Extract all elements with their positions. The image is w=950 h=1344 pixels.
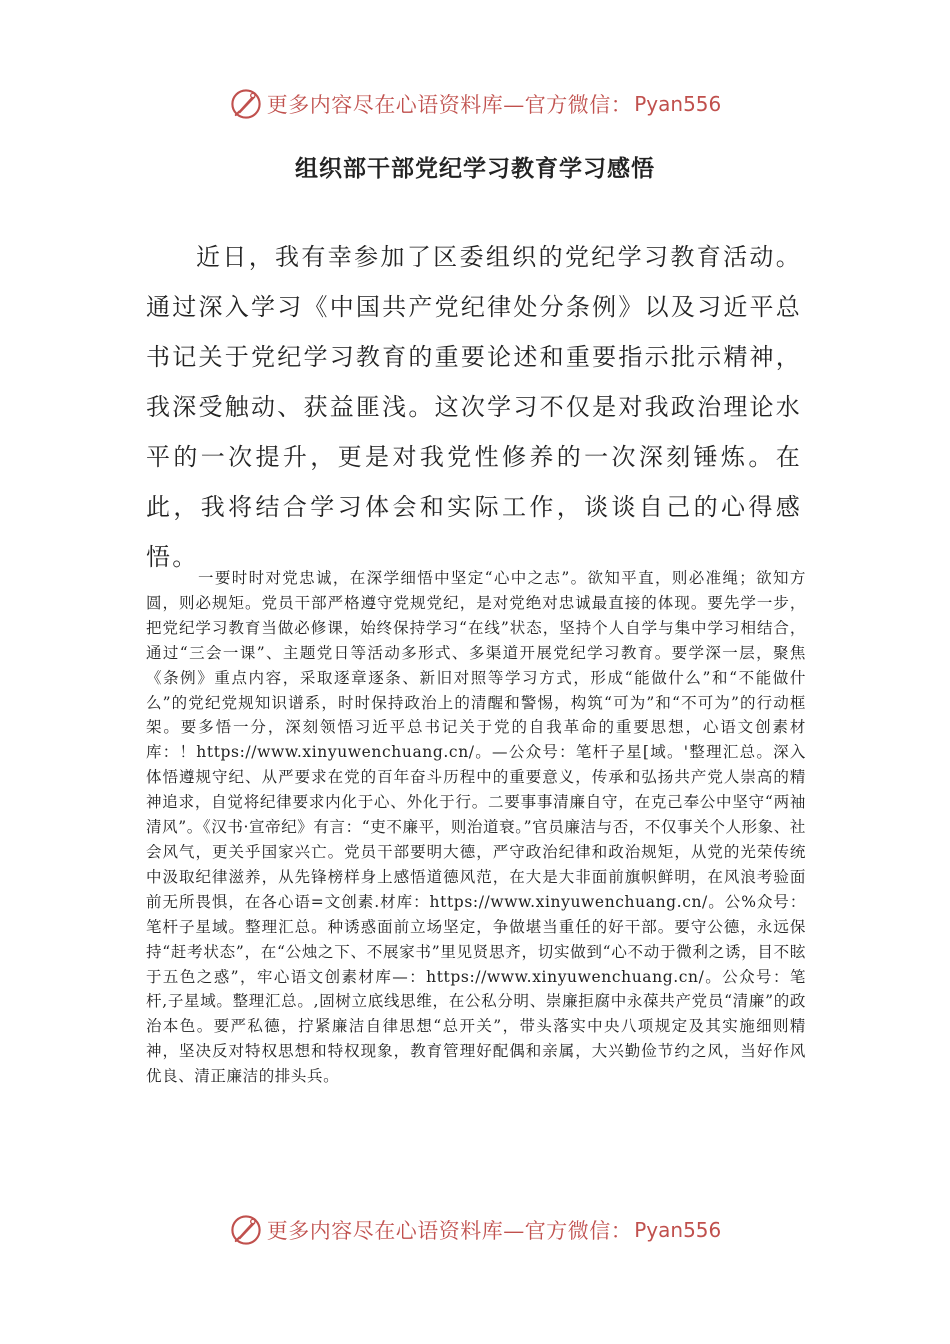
footer-watermark-banner	[0, 1206, 950, 1254]
document-title: 组织部干部党纪学习教育学习感悟	[295, 156, 655, 182]
quill-logo-icon	[229, 1213, 263, 1247]
intro-paragraph: 近日，我有幸参加了区委组织的党纪学习教育活动。通过深入学习《中国共产党纪律处分条例》以及习近平总书记关于党纪学习教育的重要论述和重要指示批示精神，我深受触动、获益匪浅。这次学习不仅是对我政治理论水平的一次提升，更是对我党性修养的一次深刻锤炼。在此，我将结合学习体会和实际工作，谈谈自己的心得感悟。	[146, 243, 802, 571]
header-watermark-banner	[0, 80, 950, 128]
banner-wechat-id: Pyan556	[634, 92, 722, 116]
banner-text: 更多内容尽在心语资料库—官方微信：	[266, 93, 633, 117]
banner-text: 更多内容尽在心语资料库—官方微信：	[266, 1219, 633, 1243]
banner-wechat-id: Pyan556	[634, 1218, 722, 1242]
quill-logo-icon	[229, 87, 263, 121]
body-paragraph: 一要时时对党忠诚，在深学细悟中坚定“心中之志”。欲知平直，则必准绳；欲知方圆，则必规矩。党员干部严格遵守党规党纪，是对党绝对忠诚最直接的体现。要先学一步，把党纪学习教育当做必修课，始终保持学习“在线”状态，坚持个人自学与集中学习相结合，通过“三会一课”、主题党日等活动多形式、多渠道开展党纪学习教育。要学深一层，聚焦《条例》重点内容，采取逐章逐条、新旧对照等学习方式，形成“能做什么”和“不能做什么”的党纪党规知识谱系，时时保持政治上的清醒和警惕，构筑“可为”和“不可为”的行动框架。要多悟一分，深刻领悟习近平总书记关于党的自我革命的重要思想，心语文创素材库：！https://www.xinyuwenchuang.cn/。—公众号：笔杆子星[域。'整理汇总。深入体悟遵规守纪、从严要求在党的百年奋斗历程中的重要意义，传承和弘扬共产党人崇高的精神追求，自觉将纪律要求内化于心、外化于行。二要事事清廉自守，在克己奉公中坚守“两袖清风”。《汉书·宣帝纪》有言：“吏不廉平，则治道衰。”官员廉洁与否，不仅事关个人形象、社会风气，更关乎国家兴亡。党员干部要明大德，严守政治纪律和政治规矩，从党的光荣传统中汲取纪律滋养，从先锋榜样身上感悟道德风范，在大是大非面前旗帜鲜明，在风浪考验面前无所畏惧，在各心语=文创素.材库：https://www.xinyuwenchuang.cn/。公%众号：笔杆子星域。整理汇总。种诱惑面前立场坚定，争做堪当重任的好干部。要守公德，永远保持“赶考状态”，在“公烛之下、不展家书”里见贤思齐，切实做到“心不动于微利之诱，目不眩于五色之惑”，牢心语文创素材库—：https://www.xinyuwenchuang.cn/。公众号：笔杆,子星域。整理汇总。,固树立底线思维，在公私分明、崇廉拒腐中永葆共产党员“清廉”的政治本色。要严私德，拧紧廉洁自律思想“总开关”，带头落实中央八项规定及其实施细则精神，坚决反对特权思想和特权现象，教育管理好配偶和亲属，大兴勤俭节约之风，当好作风优良、清正廉洁的排头兵。	[146, 569, 806, 1086]
